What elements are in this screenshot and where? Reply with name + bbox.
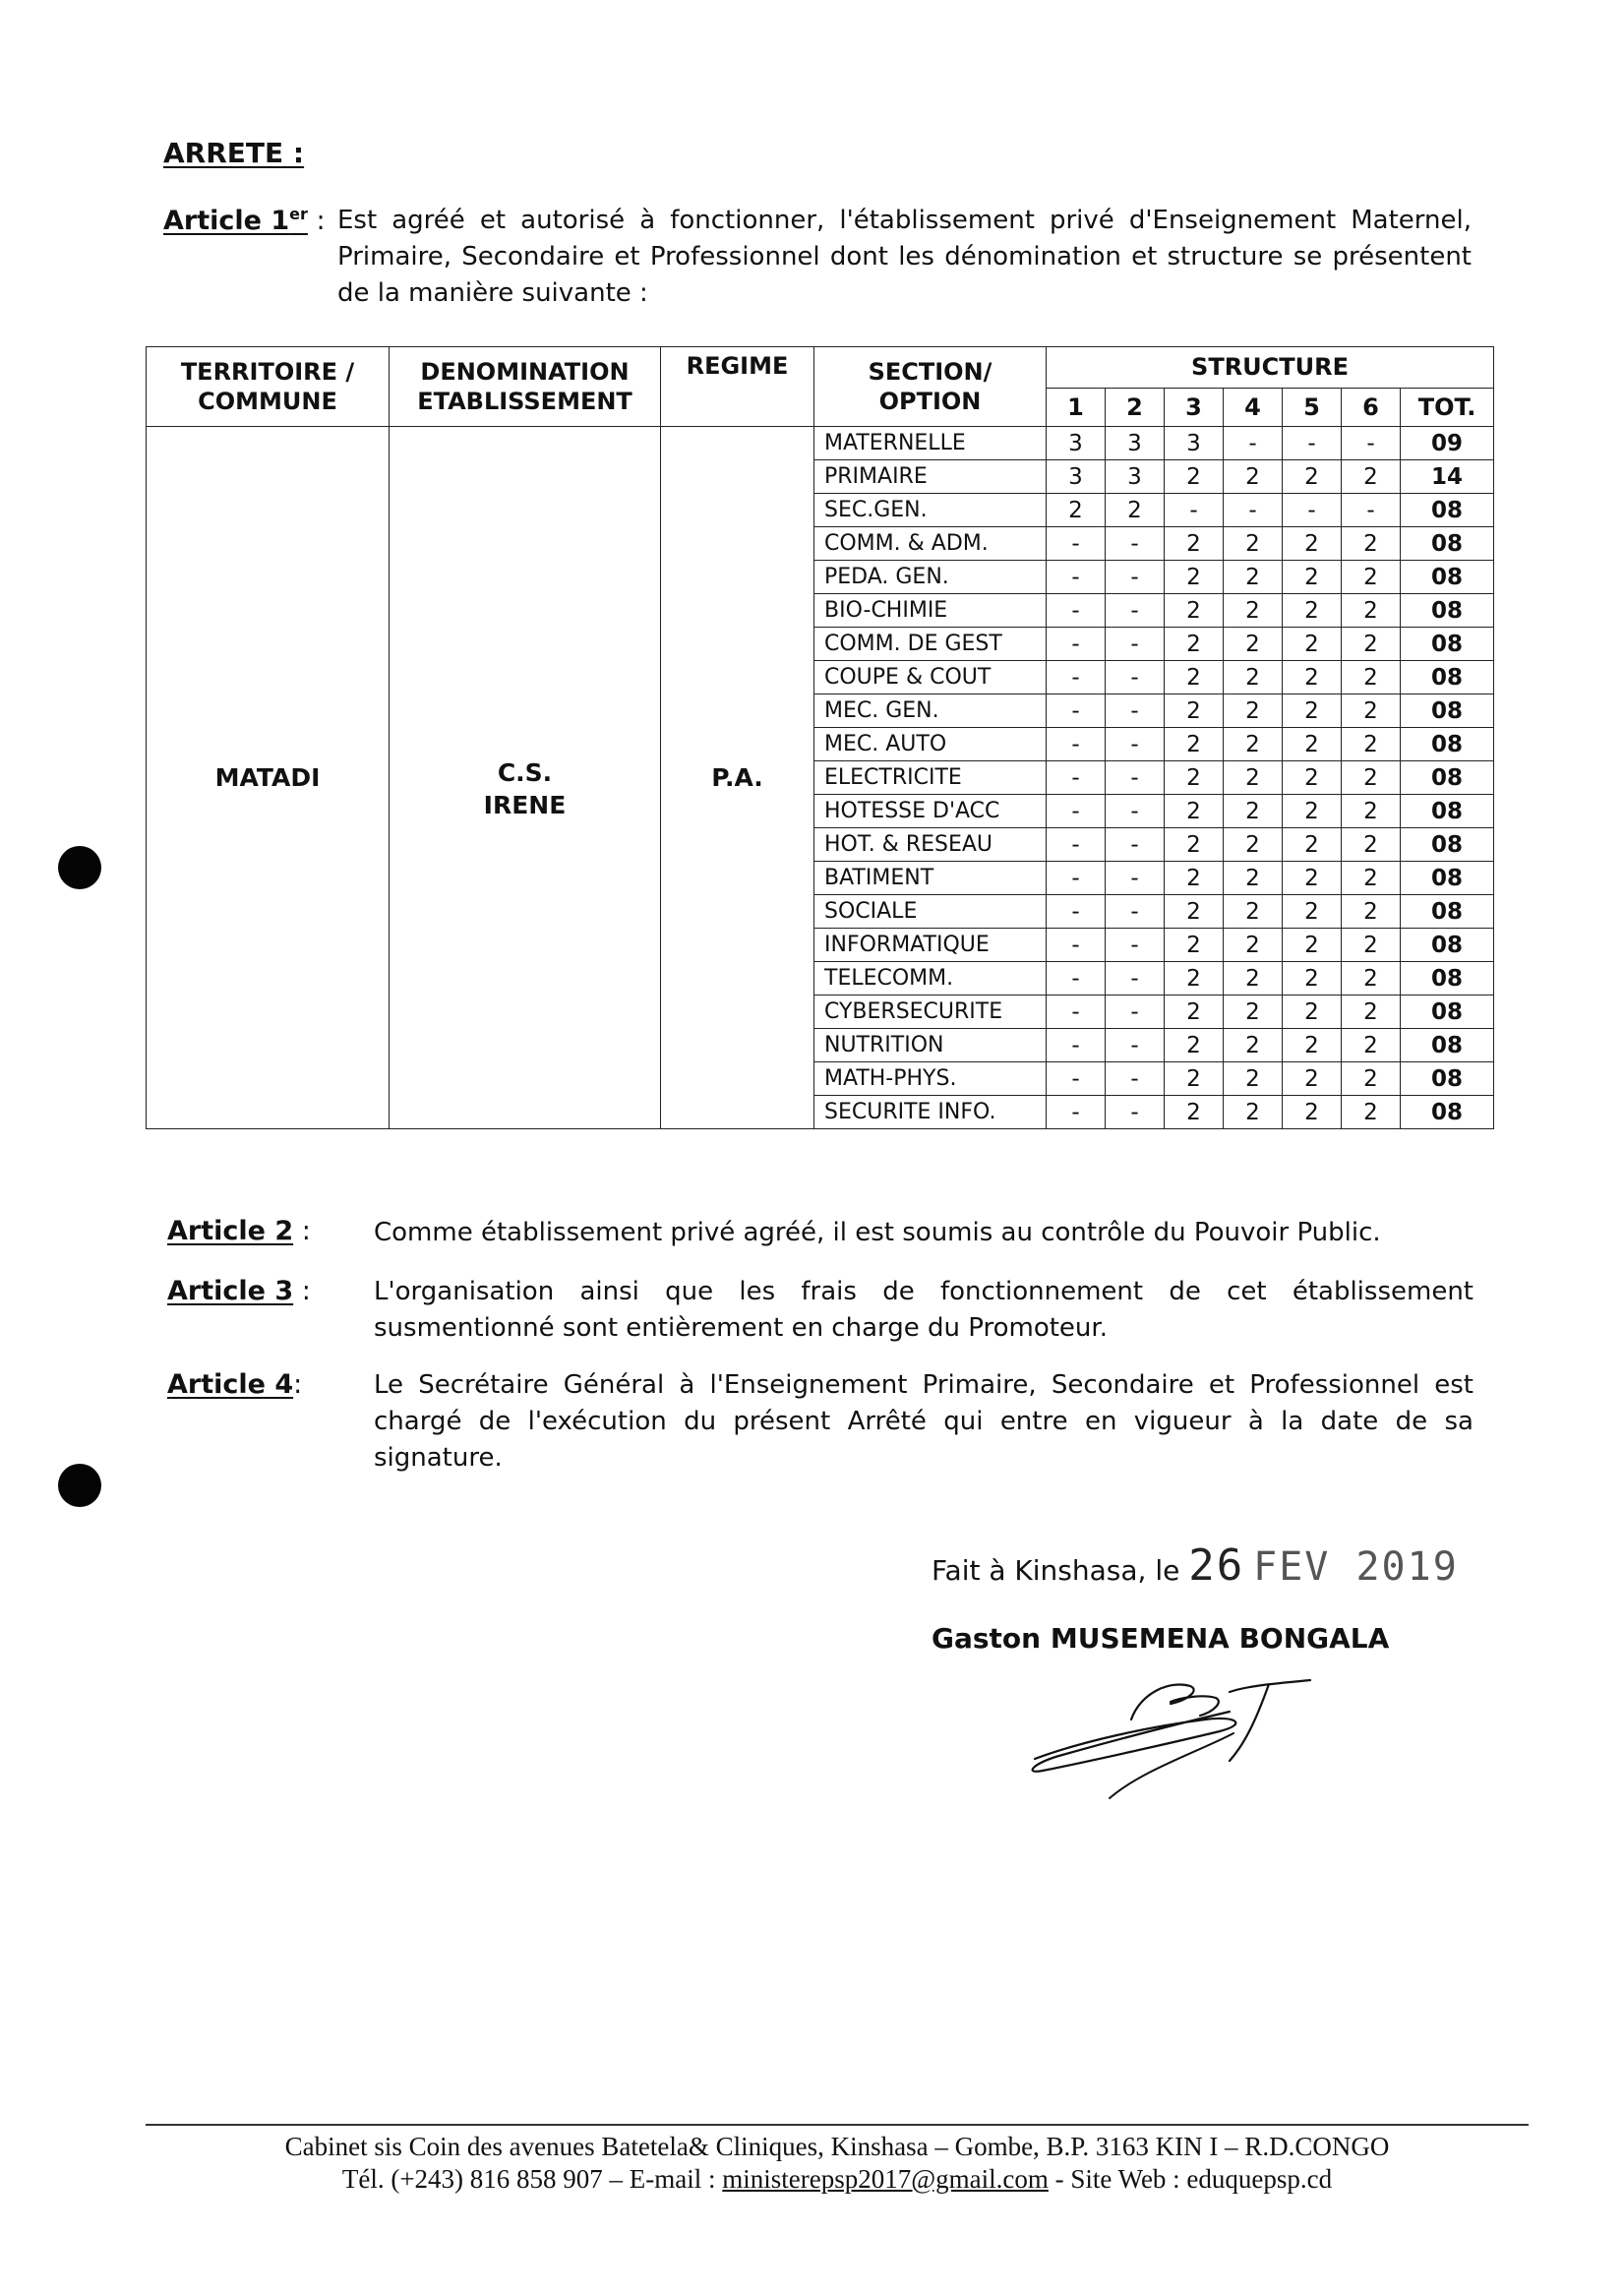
- count-cell-year-6: 2: [1342, 761, 1401, 795]
- header-structure: STRUCTURE: [1047, 347, 1494, 389]
- section-cell: HOT. & RESEAU: [814, 828, 1047, 862]
- decree-heading: ARRETE :: [163, 137, 305, 169]
- footer-website: - Site Web : eduquepsp.cd: [1048, 2164, 1333, 2194]
- count-cell-year-4: 2: [1224, 594, 1283, 628]
- count-cell-year-6: 2: [1342, 1062, 1401, 1096]
- count-cell-year-2: 3: [1106, 460, 1165, 494]
- section-cell: PEDA. GEN.: [814, 561, 1047, 594]
- count-cell-year-6: 2: [1342, 862, 1401, 895]
- count-cell-year-2: -: [1106, 1062, 1165, 1096]
- article-3-text: L'organisation ainsi que les frais de fonctionnement de cet établissement susmentionné sont entièrement en charge du Promoteur.: [374, 1277, 1474, 1343]
- count-cell-year-5: 2: [1283, 828, 1342, 862]
- count-cell-year-1: 3: [1047, 427, 1106, 460]
- count-cell-year-1: -: [1047, 828, 1106, 862]
- count-cell-year-2: -: [1106, 895, 1165, 929]
- total-cell: 14: [1401, 460, 1494, 494]
- count-cell-year-3: 2: [1165, 862, 1224, 895]
- count-cell-year-2: 2: [1106, 494, 1165, 527]
- count-cell-year-4: 2: [1224, 694, 1283, 728]
- count-cell-year-3: 2: [1165, 594, 1224, 628]
- count-cell-year-6: 2: [1342, 828, 1401, 862]
- footer-phone: Tél. (+243) 816 858 907 – E-mail :: [341, 2164, 723, 2194]
- count-cell-year-6: 2: [1342, 929, 1401, 962]
- count-cell-year-4: 2: [1224, 1062, 1283, 1096]
- count-cell-year-3: 2: [1165, 527, 1224, 561]
- count-cell-year-5: 2: [1283, 460, 1342, 494]
- table-row: [147, 427, 1494, 460]
- denomination-cell: [390, 427, 661, 1129]
- count-cell-year-4: 2: [1224, 895, 1283, 929]
- total-cell: 08: [1401, 628, 1494, 661]
- count-cell-year-2: -: [1106, 996, 1165, 1029]
- count-cell-year-2: -: [1106, 728, 1165, 761]
- section-cell: TELECOMM.: [814, 962, 1047, 996]
- count-cell-year-2: -: [1106, 661, 1165, 694]
- count-cell-year-4: 2: [1224, 929, 1283, 962]
- count-cell-year-4: 2: [1224, 527, 1283, 561]
- total-cell: 08: [1401, 494, 1494, 527]
- count-cell-year-2: -: [1106, 962, 1165, 996]
- count-cell-year-2: -: [1106, 828, 1165, 862]
- count-cell-year-4: 2: [1224, 728, 1283, 761]
- count-cell-year-2: -: [1106, 628, 1165, 661]
- count-cell-year-6: -: [1342, 427, 1401, 460]
- date-stamp-rest: FEV 2019: [1253, 1544, 1459, 1590]
- total-cell: 08: [1401, 929, 1494, 962]
- count-cell-year-1: -: [1047, 694, 1106, 728]
- count-cell-year-2: -: [1106, 795, 1165, 828]
- count-cell-year-5: 2: [1283, 795, 1342, 828]
- total-cell: 08: [1401, 862, 1494, 895]
- count-cell-year-3: 2: [1165, 1029, 1224, 1062]
- count-cell-year-4: 2: [1224, 962, 1283, 996]
- place-text: Fait à Kinshasa, le: [932, 1554, 1180, 1587]
- section-cell: MEC. AUTO: [814, 728, 1047, 761]
- count-cell-year-2: -: [1106, 761, 1165, 795]
- footer-address: Cabinet sis Coin des avenues Batetela& Cliniques, Kinshasa – Gombe, B.P. 3163 KIN I – R.D.CONGO: [284, 2132, 1390, 2161]
- punch-hole-bottom: [58, 1464, 101, 1507]
- article-1-text: Est agréé et autorisé à fonctionner, l'établissement privé d'Enseignement Maternel, Primaire, Secondaire et Professionnel dont les dénomination et structure se présentent de la manière suivante :: [337, 206, 1472, 308]
- total-cell: 08: [1401, 1096, 1494, 1129]
- count-cell-year-6: 2: [1342, 561, 1401, 594]
- count-cell-year-1: -: [1047, 728, 1106, 761]
- count-cell-year-5: 2: [1283, 628, 1342, 661]
- section-cell: INFORMATIQUE: [814, 929, 1047, 962]
- total-cell: 08: [1401, 895, 1494, 929]
- count-cell-year-4: 2: [1224, 661, 1283, 694]
- total-cell: 08: [1401, 728, 1494, 761]
- count-cell-year-5: 2: [1283, 594, 1342, 628]
- count-cell-year-5: 2: [1283, 895, 1342, 929]
- header-territoire: TERRITOIRE / COMMUNE: [147, 347, 390, 427]
- count-cell-year-3: 2: [1165, 795, 1224, 828]
- count-cell-year-1: -: [1047, 628, 1106, 661]
- count-cell-year-4: 2: [1224, 628, 1283, 661]
- count-cell-year-3: 2: [1165, 895, 1224, 929]
- count-cell-year-5: 2: [1283, 694, 1342, 728]
- header-col-2: 2: [1106, 388, 1165, 426]
- count-cell-year-1: -: [1047, 795, 1106, 828]
- count-cell-year-2: -: [1106, 527, 1165, 561]
- count-cell-year-6: 2: [1342, 962, 1401, 996]
- count-cell-year-5: -: [1283, 427, 1342, 460]
- count-cell-year-3: 2: [1165, 761, 1224, 795]
- section-cell: MATH-PHYS.: [814, 1062, 1047, 1096]
- count-cell-year-6: 2: [1342, 895, 1401, 929]
- count-cell-year-4: 2: [1224, 1096, 1283, 1129]
- count-cell-year-5: 2: [1283, 962, 1342, 996]
- count-cell-year-1: -: [1047, 527, 1106, 561]
- count-cell-year-3: 2: [1165, 661, 1224, 694]
- count-cell-year-6: 2: [1342, 1029, 1401, 1062]
- count-cell-year-4: 2: [1224, 996, 1283, 1029]
- total-cell: 08: [1401, 694, 1494, 728]
- article-4-label: Article 4: [167, 1369, 294, 1400]
- count-cell-year-5: 2: [1283, 761, 1342, 795]
- count-cell-year-6: 2: [1342, 1096, 1401, 1129]
- article-3-label: Article 3: [167, 1276, 294, 1306]
- count-cell-year-1: -: [1047, 1062, 1106, 1096]
- section-cell: NUTRITION: [814, 1029, 1047, 1062]
- total-cell: 08: [1401, 527, 1494, 561]
- total-cell: 08: [1401, 996, 1494, 1029]
- count-cell-year-6: 2: [1342, 460, 1401, 494]
- count-cell-year-6: 2: [1342, 594, 1401, 628]
- count-cell-year-1: -: [1047, 962, 1106, 996]
- count-cell-year-5: 2: [1283, 561, 1342, 594]
- total-cell: 09: [1401, 427, 1494, 460]
- count-cell-year-4: -: [1224, 427, 1283, 460]
- count-cell-year-4: 2: [1224, 460, 1283, 494]
- count-cell-year-1: -: [1047, 594, 1106, 628]
- count-cell-year-3: 2: [1165, 996, 1224, 1029]
- article-1-label-block: Article 1er :: [163, 205, 326, 236]
- count-cell-year-3: -: [1165, 494, 1224, 527]
- section-cell: COMM. & ADM.: [814, 527, 1047, 561]
- territoire-cell: MATADI: [147, 427, 390, 1129]
- count-cell-year-1: -: [1047, 1029, 1106, 1062]
- total-cell: 08: [1401, 561, 1494, 594]
- count-cell-year-3: 2: [1165, 561, 1224, 594]
- section-cell: COUPE & COUT: [814, 661, 1047, 694]
- footer-divider: [146, 2124, 1529, 2126]
- section-cell: HOTESSE D'ACC: [814, 795, 1047, 828]
- count-cell-year-3: 2: [1165, 962, 1224, 996]
- count-cell-year-5: 2: [1283, 527, 1342, 561]
- count-cell-year-6: 2: [1342, 728, 1401, 761]
- count-cell-year-4: 2: [1224, 1029, 1283, 1062]
- total-cell: 08: [1401, 795, 1494, 828]
- count-cell-year-3: 2: [1165, 1096, 1224, 1129]
- header-col-6: 6: [1342, 388, 1401, 426]
- count-cell-year-4: 2: [1224, 862, 1283, 895]
- count-cell-year-1: -: [1047, 661, 1106, 694]
- count-cell-year-5: 2: [1283, 1096, 1342, 1129]
- section-cell: COMM. DE GEST: [814, 628, 1047, 661]
- count-cell-year-2: -: [1106, 594, 1165, 628]
- count-cell-year-5: 2: [1283, 996, 1342, 1029]
- denomination-line-2: IRENE: [483, 790, 567, 819]
- count-cell-year-2: -: [1106, 929, 1165, 962]
- count-cell-year-2: -: [1106, 1096, 1165, 1129]
- count-cell-year-3: 2: [1165, 694, 1224, 728]
- count-cell-year-1: -: [1047, 929, 1106, 962]
- count-cell-year-2: -: [1106, 561, 1165, 594]
- count-cell-year-5: 2: [1283, 1029, 1342, 1062]
- regime-cell: P.A.: [661, 427, 814, 1129]
- section-cell: BIO-CHIMIE: [814, 594, 1047, 628]
- count-cell-year-2: 3: [1106, 427, 1165, 460]
- total-cell: 08: [1401, 1062, 1494, 1096]
- article-2-label: Article 2: [167, 1216, 294, 1246]
- section-cell: PRIMAIRE: [814, 460, 1047, 494]
- total-cell: 08: [1401, 962, 1494, 996]
- count-cell-year-1: -: [1047, 561, 1106, 594]
- count-cell-year-6: 2: [1342, 795, 1401, 828]
- count-cell-year-3: 2: [1165, 728, 1224, 761]
- count-cell-year-3: 3: [1165, 427, 1224, 460]
- date-stamp-day: 26: [1188, 1540, 1245, 1591]
- denomination-line-1: C.S.: [497, 757, 553, 787]
- count-cell-year-5: 2: [1283, 929, 1342, 962]
- article-2-label-block: Article 2 :: [167, 1216, 311, 1246]
- section-cell: BATIMENT: [814, 862, 1047, 895]
- total-cell: 08: [1401, 761, 1494, 795]
- count-cell-year-2: -: [1106, 1029, 1165, 1062]
- footer-contact: [146, 2164, 1529, 2195]
- total-cell: 08: [1401, 661, 1494, 694]
- structure-table: [146, 346, 1494, 1129]
- article-4-text: Le Secrétaire Général à l'Enseignement Primaire, Secondaire et Professionnel est chargé de l'exécution du présent Arrêté qui entre en vigueur à la date de sa signature.: [374, 1370, 1474, 1473]
- count-cell-year-4: 2: [1224, 795, 1283, 828]
- punch-hole-top: [58, 846, 101, 889]
- section-cell: CYBERSECURITE: [814, 996, 1047, 1029]
- count-cell-year-2: -: [1106, 862, 1165, 895]
- count-cell-year-3: 2: [1165, 1062, 1224, 1096]
- section-cell: MATERNELLE: [814, 427, 1047, 460]
- article-3-label-block: Article 3 :: [167, 1276, 311, 1306]
- handwritten-signature: [1023, 1672, 1318, 1810]
- header-col-tot: TOT.: [1401, 388, 1494, 426]
- header-regime: REGIME: [661, 347, 814, 427]
- count-cell-year-6: 2: [1342, 661, 1401, 694]
- section-cell: SOCIALE: [814, 895, 1047, 929]
- footer-email-link[interactable]: ministerepsp2017@gmail.com: [722, 2164, 1049, 2194]
- count-cell-year-4: 2: [1224, 828, 1283, 862]
- total-cell: 08: [1401, 1029, 1494, 1062]
- section-cell: MEC. GEN.: [814, 694, 1047, 728]
- section-cell: SECURITE INFO.: [814, 1096, 1047, 1129]
- count-cell-year-5: -: [1283, 494, 1342, 527]
- count-cell-year-4: 2: [1224, 561, 1283, 594]
- header-col-4: 4: [1224, 388, 1283, 426]
- count-cell-year-3: 2: [1165, 929, 1224, 962]
- count-cell-year-1: -: [1047, 996, 1106, 1029]
- count-cell-year-3: 2: [1165, 460, 1224, 494]
- place-date-line: [932, 1540, 1459, 1591]
- count-cell-year-1: 2: [1047, 494, 1106, 527]
- signatory-name: Gaston MUSEMENA BONGALA: [932, 1622, 1390, 1655]
- article-1-superscript: er: [289, 205, 308, 223]
- count-cell-year-1: -: [1047, 1096, 1106, 1129]
- header-col-3: 3: [1165, 388, 1224, 426]
- count-cell-year-6: -: [1342, 494, 1401, 527]
- count-cell-year-5: 2: [1283, 661, 1342, 694]
- count-cell-year-6: 2: [1342, 527, 1401, 561]
- total-cell: 08: [1401, 594, 1494, 628]
- count-cell-year-1: -: [1047, 761, 1106, 795]
- count-cell-year-3: 2: [1165, 628, 1224, 661]
- header-col-1: 1: [1047, 388, 1106, 426]
- count-cell-year-4: -: [1224, 494, 1283, 527]
- article-1-label: Article 1er: [163, 205, 308, 236]
- total-cell: 08: [1401, 828, 1494, 862]
- article-2-text: Comme établissement privé agréé, il est soumis au contrôle du Pouvoir Public.: [374, 1218, 1381, 1247]
- count-cell-year-1: -: [1047, 895, 1106, 929]
- header-section: SECTION/ OPTION: [814, 347, 1047, 427]
- header-col-5: 5: [1283, 388, 1342, 426]
- count-cell-year-5: 2: [1283, 728, 1342, 761]
- count-cell-year-5: 2: [1283, 1062, 1342, 1096]
- count-cell-year-1: 3: [1047, 460, 1106, 494]
- count-cell-year-3: 2: [1165, 828, 1224, 862]
- section-cell: SEC.GEN.: [814, 494, 1047, 527]
- count-cell-year-6: 2: [1342, 694, 1401, 728]
- count-cell-year-2: -: [1106, 694, 1165, 728]
- count-cell-year-6: 2: [1342, 628, 1401, 661]
- header-denomination: DENOMINATION ETABLISSEMENT: [390, 347, 661, 427]
- section-cell: ELECTRICITE: [814, 761, 1047, 795]
- count-cell-year-5: 2: [1283, 862, 1342, 895]
- count-cell-year-1: -: [1047, 862, 1106, 895]
- count-cell-year-4: 2: [1224, 761, 1283, 795]
- article-4-label-block: Article 4:: [167, 1369, 303, 1400]
- count-cell-year-6: 2: [1342, 996, 1401, 1029]
